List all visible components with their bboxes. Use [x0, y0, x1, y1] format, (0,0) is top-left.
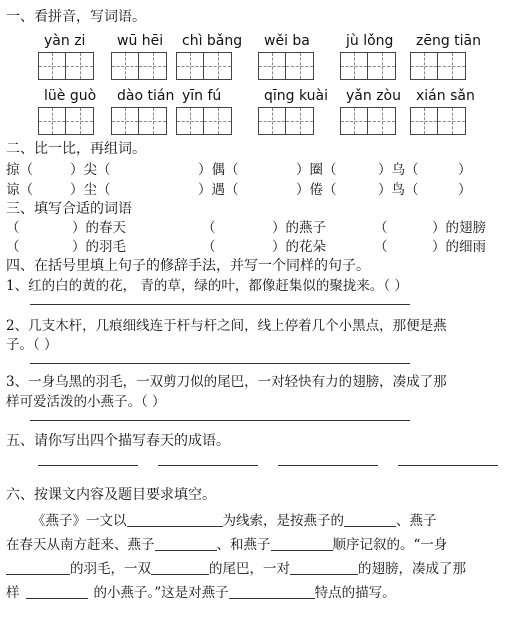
pinyin-label: lüè guò	[44, 88, 97, 104]
compare-cell: ）尖（	[70, 162, 111, 178]
compare-cell: ）偶（	[198, 162, 239, 178]
grid-cell[interactable]	[410, 107, 438, 135]
sentence-text: 的小燕子。”这是对燕子	[93, 585, 229, 601]
sentence-text: 在春天从南方赶来、燕子	[6, 537, 155, 553]
fill-cell: （	[202, 239, 216, 255]
fill-cell: ）的翅膀	[432, 220, 486, 236]
writing-grid[interactable]	[38, 52, 94, 80]
writing-grid[interactable]	[176, 107, 232, 135]
question-3-line-1: 3、一身乌黑的羽毛，一双剪刀似的尾巴，一对轻快有力的翅膀，凑成了那	[6, 374, 447, 390]
pinyin-label: chì bǎng	[182, 33, 243, 49]
grid-cell[interactable]	[258, 52, 286, 80]
grid-cell[interactable]	[368, 52, 396, 80]
grid-cell[interactable]	[340, 107, 368, 135]
question-2-line-2: 子。（ ）	[6, 337, 58, 353]
grid-cell[interactable]	[438, 107, 466, 135]
grid-cell[interactable]	[176, 107, 204, 135]
question-3-line-2: 样可爱活泼的小燕子。（ ）	[6, 394, 166, 410]
writing-grid[interactable]	[410, 52, 466, 80]
fill-sentence-3	[6, 557, 466, 577]
idiom-line-2[interactable]	[158, 465, 258, 466]
compare-cell: ）乌（	[378, 162, 419, 178]
compare-cell: ）	[458, 182, 472, 198]
fill-cell: ）的燕子	[272, 220, 326, 236]
grid-cell[interactable]	[438, 52, 466, 80]
grid-cell[interactable]	[139, 107, 167, 135]
fill-sentence-1	[32, 509, 437, 529]
blank[interactable]	[344, 512, 396, 527]
writing-grid[interactable]	[410, 107, 466, 135]
grid-cell[interactable]	[258, 107, 286, 135]
compare-cell: ）	[458, 162, 472, 178]
sentence-text: 样	[6, 585, 20, 601]
grid-cell[interactable]	[204, 52, 232, 80]
sentence-text: 、燕子	[396, 513, 437, 529]
blank[interactable]	[155, 536, 217, 551]
answer-line-1[interactable]	[30, 304, 410, 305]
grid-cell[interactable]	[410, 52, 438, 80]
pinyin-label: yǎn zòu	[346, 88, 401, 104]
pinyin-label: wū hēi	[117, 33, 164, 49]
idiom-line-3[interactable]	[278, 465, 378, 466]
grid-cell[interactable]	[38, 52, 66, 80]
writing-grid[interactable]	[258, 107, 314, 135]
compare-cell: 掠（	[6, 162, 33, 178]
grid-cell[interactable]	[38, 107, 66, 135]
sentence-text: 的羽毛，一双	[70, 561, 151, 577]
blank[interactable]	[127, 512, 223, 527]
writing-grid[interactable]	[340, 52, 396, 80]
fill-cell: ）的花朵	[272, 239, 326, 255]
compare-cell: 谅（	[6, 182, 33, 198]
writing-grid[interactable]	[340, 107, 396, 135]
pinyin-label: yīn fú	[182, 88, 222, 104]
answer-line-2[interactable]	[30, 363, 410, 364]
grid-cell[interactable]	[66, 52, 94, 80]
answer-line-3[interactable]	[30, 420, 410, 421]
grid-cell[interactable]	[286, 107, 314, 135]
grid-cell[interactable]	[111, 107, 139, 135]
blank[interactable]	[271, 536, 333, 551]
sentence-text: 的翅膀，凑成了那	[358, 561, 466, 577]
grid-cell[interactable]	[66, 107, 94, 135]
grid-cell[interactable]	[286, 52, 314, 80]
section-2-title: 二、比一比，再组词。	[6, 141, 146, 157]
pinyin-label: qīng kuài	[264, 88, 329, 104]
idiom-line-1[interactable]	[38, 465, 138, 466]
grid-cell[interactable]	[139, 52, 167, 80]
pinyin-label: dào tián	[117, 88, 175, 104]
compare-cell: ）圈（	[296, 162, 337, 178]
pinyin-label: yàn zi	[44, 33, 86, 49]
blank[interactable]	[229, 584, 315, 599]
writing-grid[interactable]	[258, 52, 314, 80]
writing-grid[interactable]	[176, 52, 232, 80]
pinyin-label: jù lǒng	[346, 33, 394, 49]
compare-cell: ）鸟（	[378, 182, 419, 198]
question-2-line-1: 2、几支木杆，几痕细线连于杆与杆之间，线上停着几个小黑点，那便是燕	[6, 318, 447, 334]
sentence-text: 、和燕子	[216, 537, 271, 553]
grid-cell[interactable]	[111, 52, 139, 80]
section-5-title: 五、请你写出四个描写春天的成语。	[6, 433, 230, 449]
compare-cell: ）倦（	[296, 182, 337, 198]
idiom-line-4[interactable]	[398, 465, 498, 466]
section-1-title: 一、看拼音，写词语。	[6, 9, 146, 25]
compare-cell: ）遇（	[198, 182, 239, 198]
section-6-title: 六、按课文内容及题目要求填空。	[6, 487, 216, 503]
grid-cell[interactable]	[368, 107, 396, 135]
section-3-title: 三、填写合适的词语	[6, 201, 132, 217]
sentence-text: 为线索，是按燕子的	[222, 513, 344, 529]
writing-grid[interactable]	[111, 52, 167, 80]
pinyin-label: zēng tiān	[416, 33, 482, 49]
fill-cell: （	[374, 239, 388, 255]
pinyin-label: wěi ba	[264, 33, 310, 49]
sentence-text: 特点的描写。	[314, 585, 396, 601]
pinyin-label: xián sǎn	[416, 88, 475, 104]
fill-cell: ）的细雨	[432, 239, 486, 255]
blank[interactable]	[151, 560, 209, 575]
sentence-text: 《燕子》一文以	[32, 513, 127, 529]
fill-cell: ）的羽毛	[72, 239, 126, 255]
blank[interactable]	[26, 584, 88, 599]
blank[interactable]	[6, 560, 70, 575]
fill-cell: （	[6, 239, 20, 255]
compare-cell: ）尘（	[70, 182, 111, 198]
fill-cell: （	[374, 220, 388, 236]
grid-cell[interactable]	[176, 52, 204, 80]
sentence-text: 的尾巴，一对	[209, 561, 290, 577]
question-1: 1、红的白的黄的花， 青的草，绿的叶，都像赶集似的聚拢来。（ ）	[6, 278, 408, 294]
section-4-title: 四、在括号里填上句子的修辞手法，并写一个同样的句子。	[6, 258, 370, 274]
fill-cell: ）的春天	[72, 220, 126, 236]
blank[interactable]	[290, 560, 358, 575]
grid-cell[interactable]	[340, 52, 368, 80]
writing-grid[interactable]	[38, 107, 94, 135]
fill-sentence-4	[6, 581, 396, 601]
fill-sentence-2	[6, 533, 447, 553]
writing-grid[interactable]	[111, 107, 167, 135]
sentence-text: 顺序记叙的。“一身	[332, 537, 448, 553]
fill-cell: （	[6, 220, 20, 236]
grid-cell[interactable]	[204, 107, 232, 135]
fill-cell: （	[202, 220, 216, 236]
